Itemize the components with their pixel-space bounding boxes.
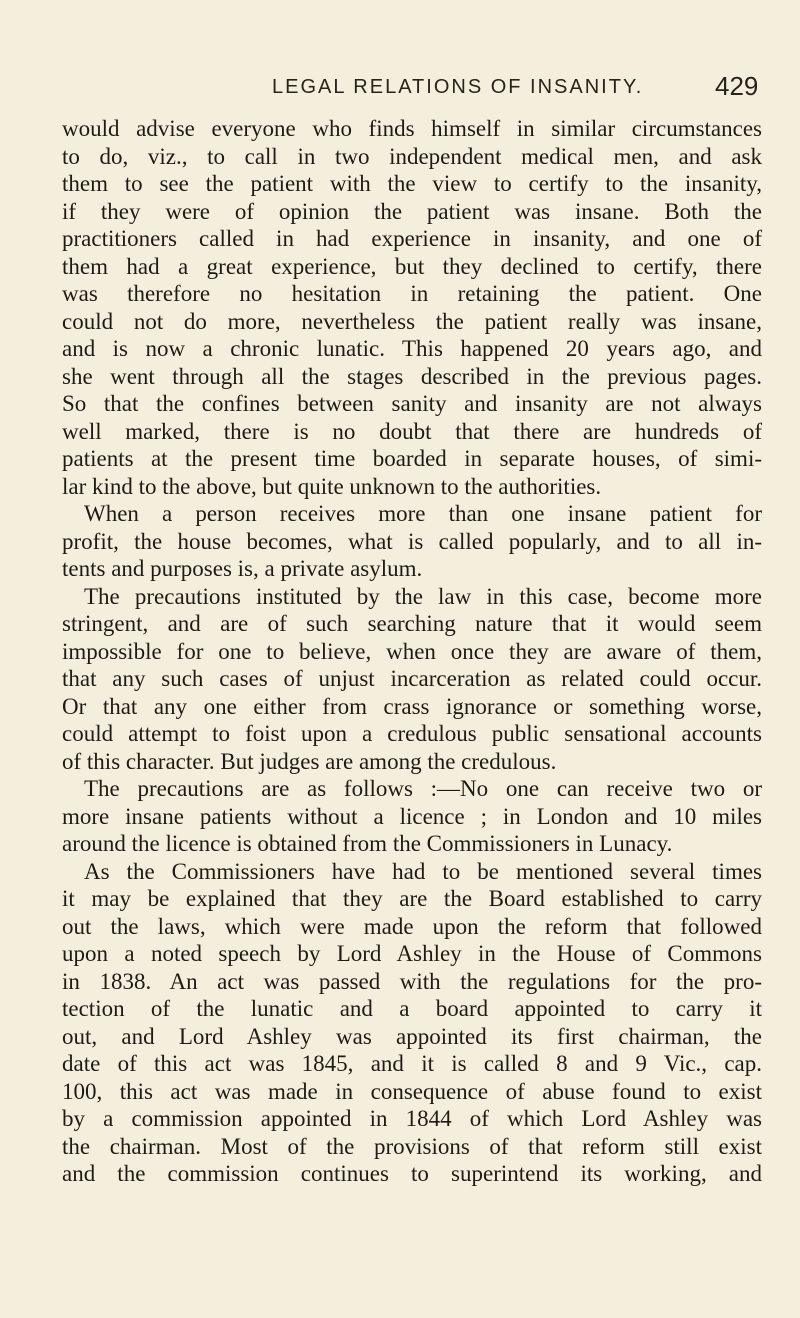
text-line: and the commission continues to superintend its working, and <box>62 1161 762 1186</box>
text-line: if they were of opinion the patient was insane. Both the <box>62 198 762 224</box>
text-line: The precautions instituted by the law in this case, become more <box>84 583 762 609</box>
text-line: could not do more, nevertheless the patient really was insane, <box>62 308 762 334</box>
text-line: it may be explained that they are the Board established to carry <box>62 886 762 911</box>
text-line: stringent, and are of such searching nature that it would seem <box>62 611 762 636</box>
text-line: by a commission appointed in 1844 of which Lord Ashley was <box>62 1106 762 1131</box>
text-line: that any such cases of unjust incarceration as related could occur. <box>62 666 762 691</box>
text-line: date of this act was 1845, and it is called 8 and 9 Vic., cap. <box>62 1051 762 1076</box>
text-line: As the Commissioners have had to be mentioned several times <box>84 858 762 884</box>
text-line: Or that any one either from crass ignorance or something worse, <box>62 693 762 719</box>
text-line: would advise everyone who finds himself in similar circumstances <box>62 116 762 141</box>
text-line: and is now a chronic lunatic. This happened 20 years ago, and <box>62 336 762 361</box>
text-line: tection of the lunatic and a board appointed to carry it <box>62 996 762 1021</box>
text-line: them had a great experience, but they declined to certify, there <box>62 253 762 279</box>
text-line: upon a noted speech by Lord Ashley in the House of Commons <box>62 941 762 966</box>
text-line: out, and Lord Ashley was appointed its first chairman, the <box>62 1023 762 1049</box>
text-line: profit, the house becomes, what is called popularly, and to all in- <box>62 528 762 554</box>
text-line: well marked, there is no doubt that there are hundreds of <box>62 418 762 444</box>
text-line: of this character. But judges are among the credulous. <box>62 748 557 774</box>
page-number: 429 <box>715 71 759 101</box>
text-line: the chairman. Most of the provisions of that reform still exist <box>62 1133 762 1159</box>
text-line: could attempt to foist upon a credulous public sensational accounts <box>62 721 762 746</box>
text-line: to do, viz., to call in two independent medical men, and ask <box>62 143 762 169</box>
text-line: in 1838. An act was passed with the regulations for the pro- <box>62 968 762 994</box>
text-line: tents and purposes is, a private asylum. <box>62 556 423 581</box>
text-line: The precautions are as follows :—No one can receive two or <box>84 776 762 801</box>
text-line: lar kind to the above, but quite unknown to the authorities. <box>62 473 602 499</box>
body-text <box>62 115 762 1188</box>
text-line: around the licence is obtained from the Commissioners in Lunacy. <box>62 831 673 856</box>
text-line: out the laws, which were made upon the reform that followed <box>62 913 762 939</box>
text-line: practitioners called in had experience in insanity, and one of <box>62 226 762 251</box>
text-line: more insane patients without a licence ; in London and 10 miles <box>62 803 762 829</box>
running-head: LEGAL RELATIONS OF INSANITY. <box>272 76 644 98</box>
text-line: she went through all the stages described in the previous pages. <box>62 363 762 389</box>
text-line: impossible for one to believe, when once they are aware of them, <box>62 638 762 664</box>
text-line: was therefore no hesitation in retaining the patient. One <box>62 281 762 306</box>
text-line: them to see the patient with the view to certify to the insanity, <box>62 171 762 196</box>
text-line: patients at the present time boarded in separate houses, of simi- <box>62 446 762 471</box>
text-line: When a person receives more than one insane patient for <box>84 501 762 526</box>
text-line: So that the confines between sanity and insanity are not always <box>62 391 762 416</box>
text-line: 100, this act was made in consequence of abuse found to exist <box>62 1078 762 1104</box>
